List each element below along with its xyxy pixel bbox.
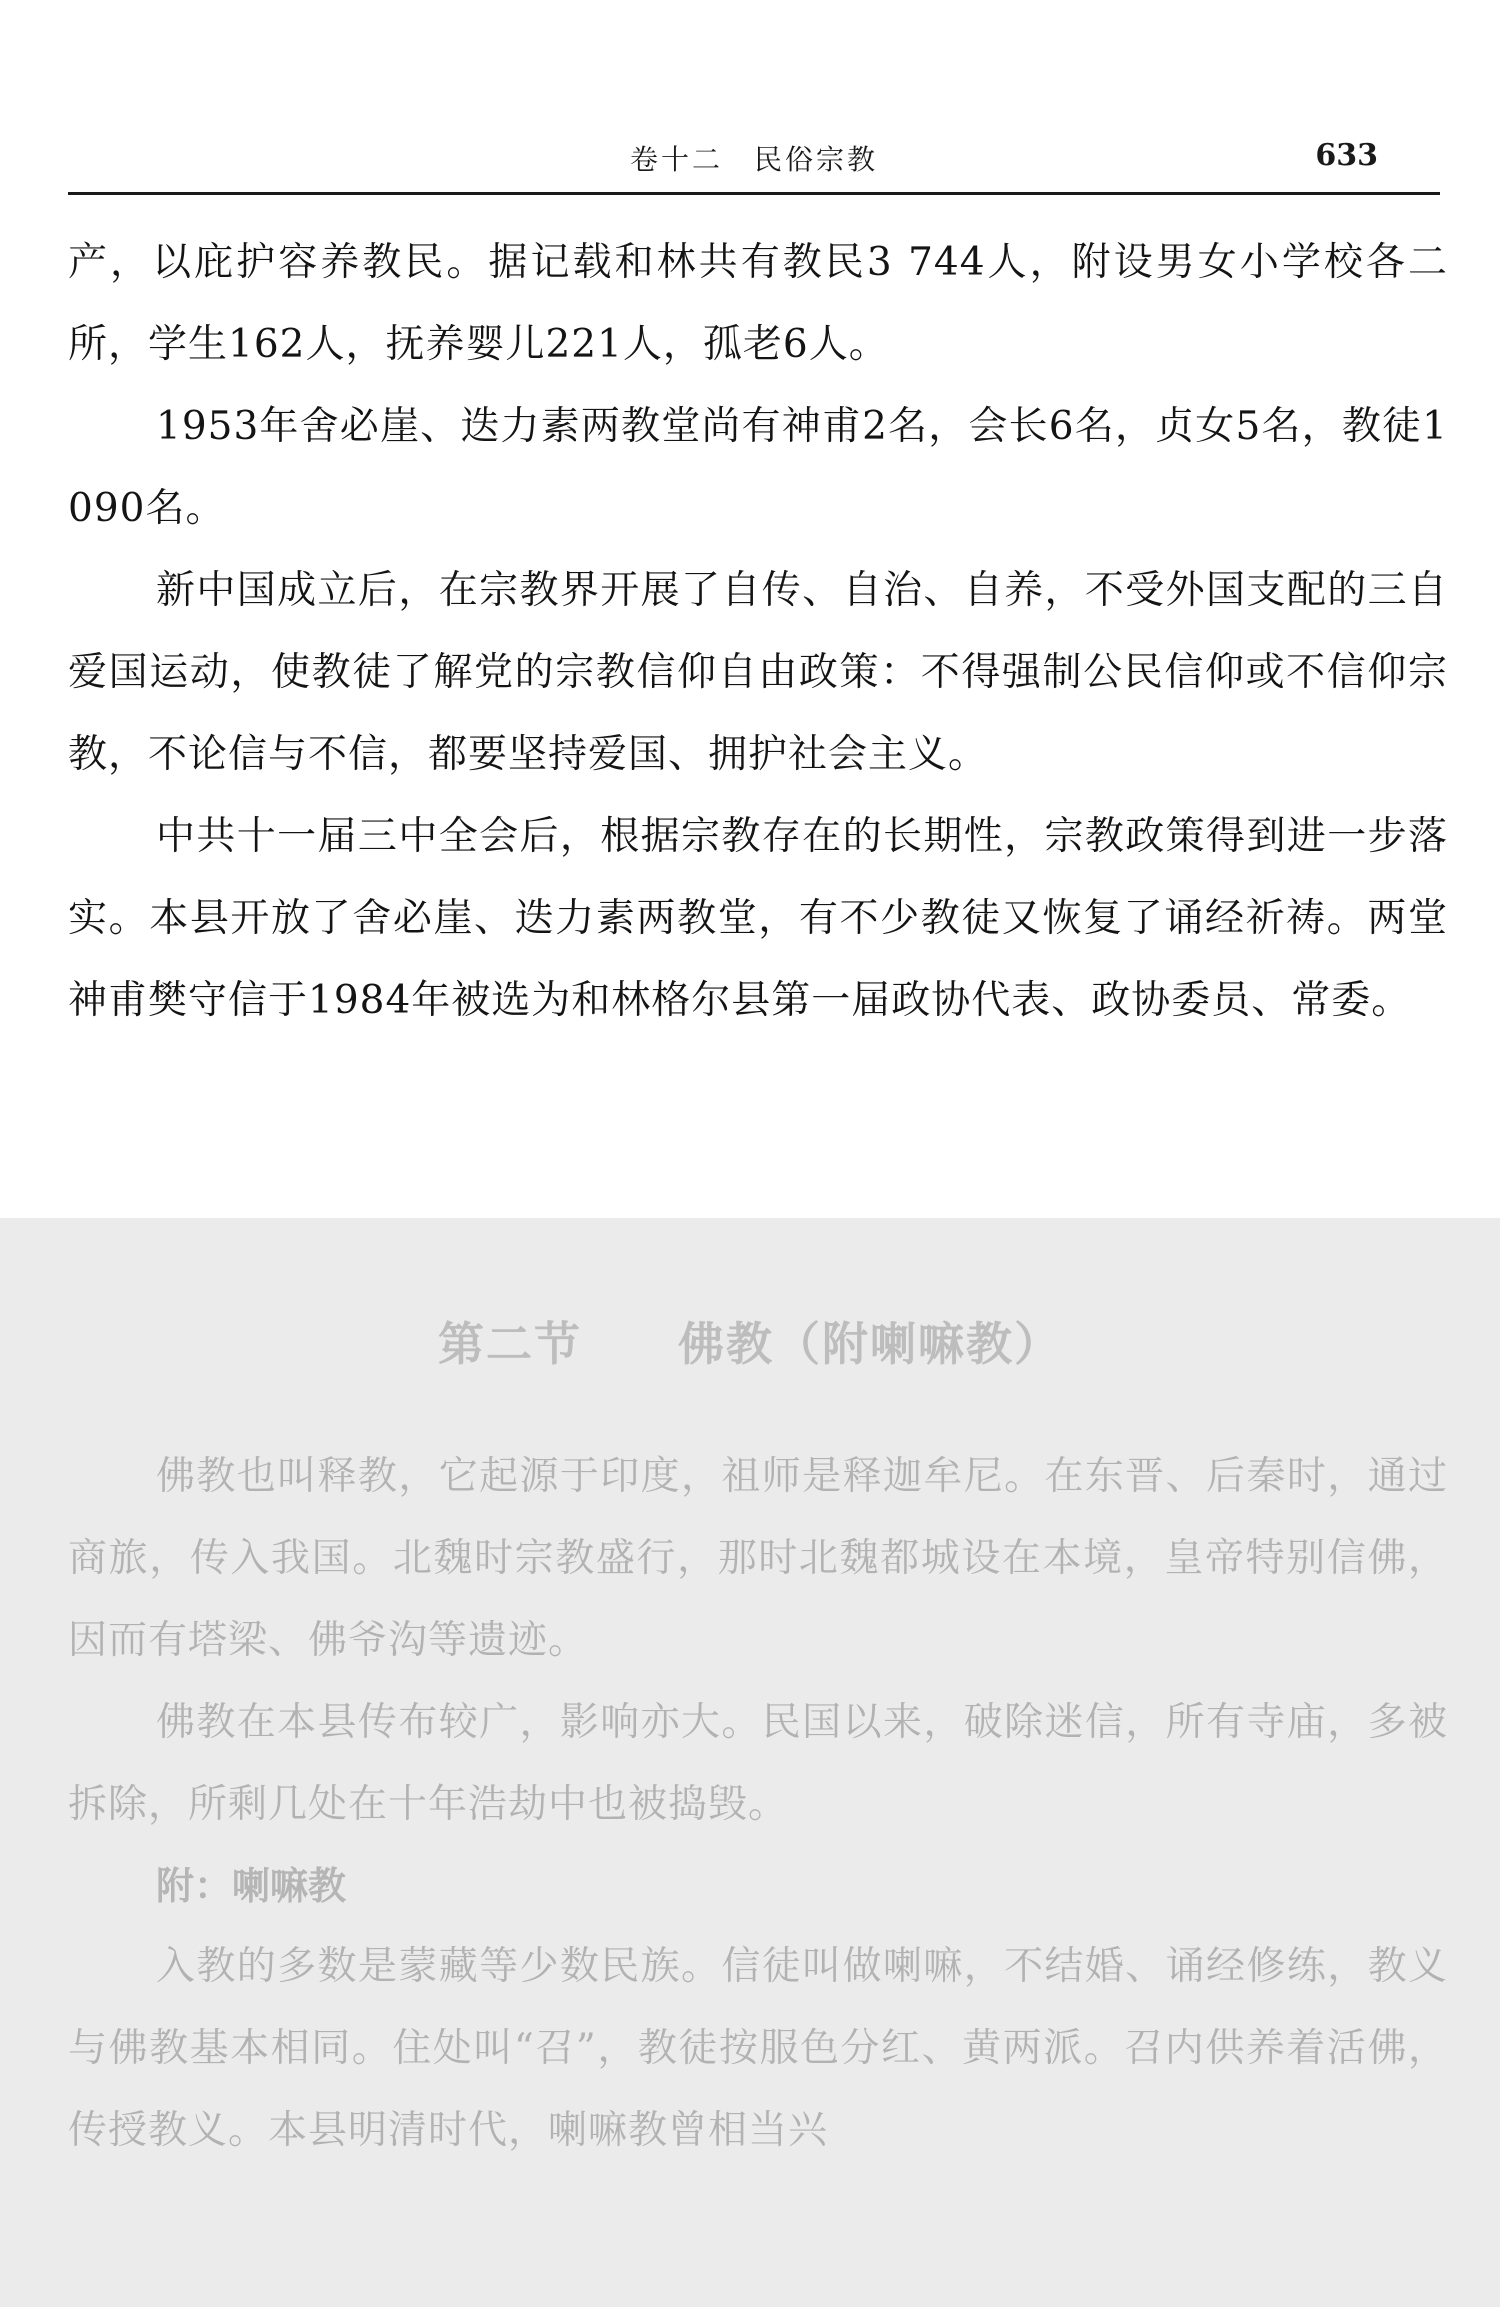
paragraph-lamaism: 入教的多数是蒙藏等少数民族。信徒叫做喇嘛，不结婚、诵经修练，教义与佛教基本相同。住处叫“召”，教徒按服色分红、黄两派。召内供养着活佛，传授教义。本县明清时代，喇嘛教曾相当兴 [68,1944,1448,2153]
body-text-lower [68,1436,1448,2172]
paragraph-buddhism-spread: 佛教在本县传布较广，影响亦大。民国以来，破除迷信，所有寺庙，多被拆除，所剩几处在十年浩劫中也被捣毁。 [68,1700,1448,1827]
body-text-upper [68,222,1448,1042]
faded-section [0,1218,1500,2307]
paragraph-buddhism-origin: 佛教也叫释教，它起源于印度，祖师是释迦牟尼。在东晋、后秦时，通过商旅，传入我国。北魏时宗教盛行，那时北魏都城设在本境，皇帝特别信佛，因而有塔梁、佛爷沟等遗迹。 [68,1454,1448,1663]
paragraph-continued: 产，以庇护容养教民。据记载和林共有教民3 744人，附设男女小学校各二所，学生162人，抚养婴儿221人，孤老6人。 [68,240,1448,367]
paragraph-policy-implementation: 中共十一届三中全会后，根据宗教存在的长期性，宗教政策得到进一步落实。本县开放了舍必崖、迭力素两教堂，有不少教徒又恢复了诵经祈祷。两堂神甫樊守信于1984年被选为和林格尔县第一届政协代表、政协委员、常委。 [68,814,1448,1023]
page-header [68,128,1440,195]
running-head: 卷十二 民俗宗教 [629,143,878,176]
page-number: 633 [1315,138,1378,173]
subsection-heading: 附：喇嘛教 [156,1863,347,1908]
paragraph-three-self-movement: 新中国成立后，在宗教界开展了自传、自治、自养，不受外国支配的三自爱国运动，使教徒了解党的宗教信仰自由政策：不得强制公民信仰或不信仰宗教，不论信与不信，都要坚持爱国、拥护社会主义。 [68,568,1448,777]
paragraph-1953-churches: 1953年舍必崖、迭力素两教堂尚有神甫2名，会长6名，贞女5名，教徒1 090名。 [68,404,1448,531]
section-heading: 第二节 佛教（附喇嘛教） [438,1317,1062,1371]
